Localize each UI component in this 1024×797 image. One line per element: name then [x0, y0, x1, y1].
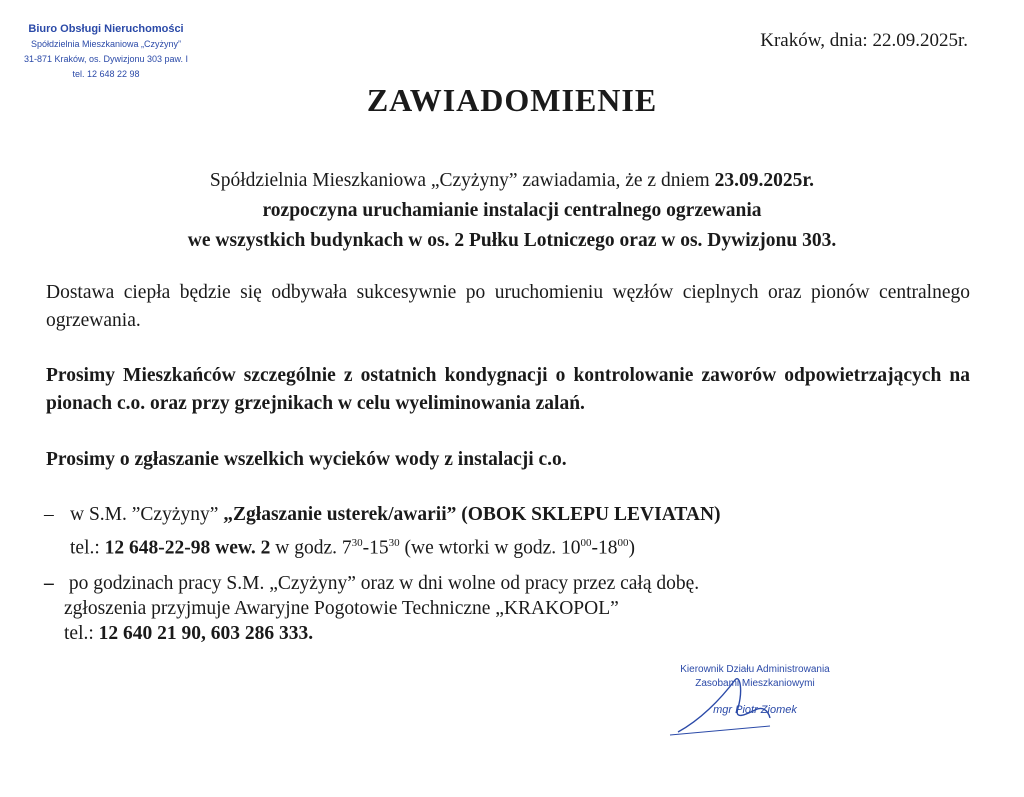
after-hours-text: po godzinach pracy S.M. „Czyżyny” oraz w dni wolne od pracy przez całą dobę.: [64, 573, 700, 594]
hours-text: -15: [362, 537, 389, 559]
contact-emergency: [44, 571, 699, 646]
contact-emergency-line-3: [44, 621, 699, 646]
tel-number: 12 648-22-98 wew. 2: [104, 537, 271, 559]
dash-bullet: –: [44, 573, 54, 594]
start-date: 23.09.2025r.: [714, 170, 815, 191]
office-stamp: [6, 22, 206, 82]
intro-text: Spółdzielnia Mieszkaniowa „Czyżyny” zawiadamia, że z dniem: [209, 170, 715, 191]
stamp-line-phone: tel. 12 648 22 98: [72, 69, 140, 79]
contact-cooperative-name: w S.M. ”Czyżyny”: [70, 504, 224, 525]
stamp-line-cooperative: Spółdzielnia Mieszkaniowa „Czyżyny”: [30, 39, 182, 49]
signature-name: mgr Piotr Ziomek: [713, 704, 797, 716]
contact-emergency-line-2: zgłoszenia przyjmuje Awaryjne Pogotowie Techniczne „KRAKOPOL”: [64, 598, 619, 619]
contact-cooperative-line-1: [44, 501, 721, 529]
intro-block: [0, 166, 1024, 256]
hours-sup: 00: [617, 537, 629, 549]
signature-block: [660, 663, 850, 717]
contact-cooperative-line-2: [44, 529, 721, 563]
signature-title-line-2: Zasobami Mieszkaniowymi: [695, 678, 815, 689]
hours-sup: 00: [580, 537, 592, 549]
tuesday-hours-text: ): [628, 537, 636, 559]
document-title: ZAWIADOMIENIE: [366, 82, 658, 118]
contact-cooperative: [44, 501, 721, 563]
hours-text: w godz. 7: [270, 537, 352, 559]
stamp-line-address: 31-871 Kraków, os. Dywizjonu 303 paw. I: [23, 54, 189, 64]
intro-line-3: we wszystkich budynkach w os. 2 Pułku Lotniczego oraz w os. Dywizjonu 303.: [187, 230, 837, 251]
paragraph-heat-supply: Dostawa ciepła będzie się odbywała sukcesywnie po uruchomieniu węzłów cieplnych oraz pionów centralnego ogrzewania.: [46, 282, 970, 331]
intro-line-2: rozpoczyna uruchamianie instalacji centralnego ogrzewania: [262, 200, 762, 221]
hours-sup: 30: [388, 537, 400, 549]
intro-line-1: [0, 166, 1024, 196]
tuesday-hours-text: (we wtorki w godz. 10: [399, 537, 581, 559]
tuesday-hours-text: -18: [591, 537, 618, 559]
signature-title-line-1: Kierownik Działu Administrowania: [680, 664, 830, 675]
dash-bullet: –: [44, 504, 54, 525]
hours-sup: 30: [351, 537, 363, 549]
contact-emergency-line-1: [44, 571, 699, 596]
paragraph-valves-request: Prosimy Mieszkańców szczególnie z ostatnich kondygnacji o kontrolowanie zaworów odpowietrzających na pionach c.o. oraz przy grzejnikach w celu wyeliminowania zalań.: [46, 365, 970, 414]
paragraph-leaks-request: Prosimy o zgłaszanie wszelkich wycieków wody z instalacji c.o.: [46, 449, 567, 470]
tel-label: tel.:: [70, 537, 105, 559]
stamp-line-office: Biuro Obsługi Nieruchomości: [28, 23, 184, 35]
tel-number: 12 640 21 90, 603 286 333.: [98, 623, 314, 644]
document-date: Kraków, dnia: 22.09.2025r.: [760, 30, 968, 51]
tel-label: tel.:: [64, 623, 99, 644]
contact-cooperative-desk: „Zgłaszanie usterek/awarii” (OBOK SKLEPU LEVIATAN): [223, 504, 721, 525]
